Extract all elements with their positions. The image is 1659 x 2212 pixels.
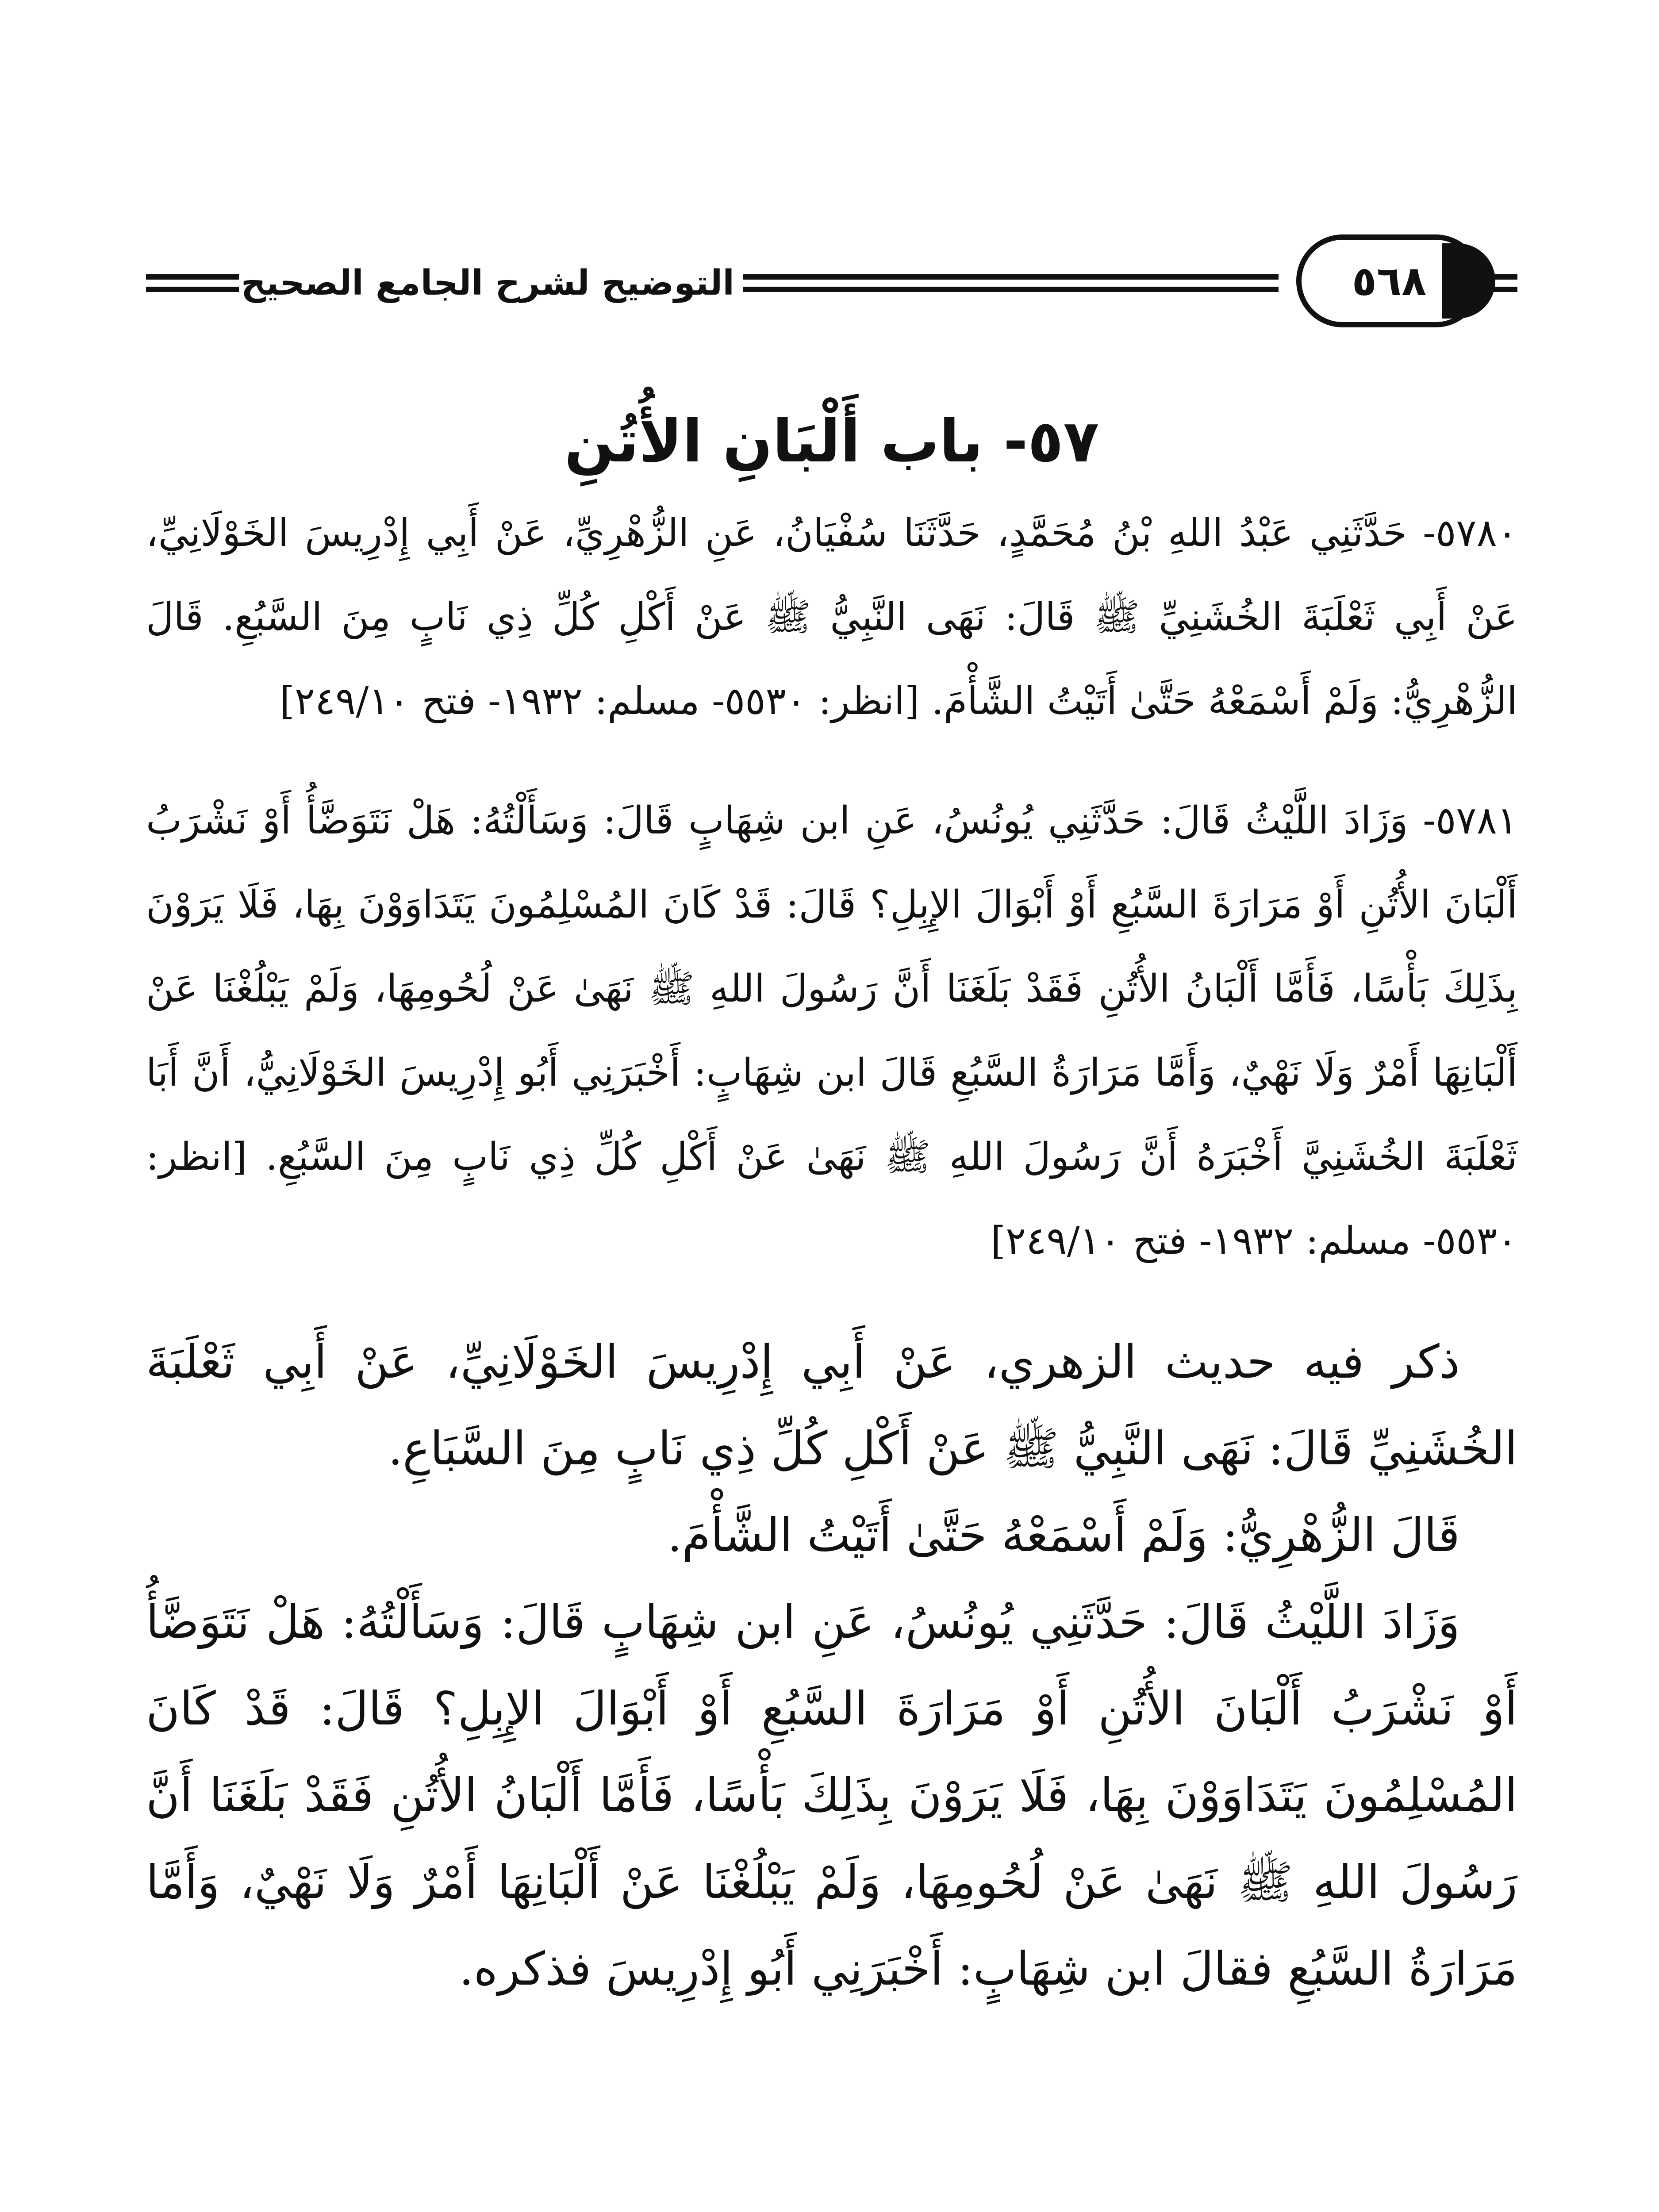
- page-number-badge: [1296, 234, 1482, 327]
- running-header: [146, 234, 1517, 332]
- chapter-title: ٥٧- باب أَلْبَانِ الأُتُنِ: [564, 407, 1099, 476]
- commentary-paragraph: ذكر فيه حديث الزهري، عَنْ أَبِي إِدْرِيسَ الخَوْلَانِيِّ، عَنْ أَبِي ثَعْلَبَةَ الخُشَنِيِّ قَالَ: نَهَى النَّبِيُّ ﷺ عَنْ أَكْلِ كُلِّ ذِي نَابٍ مِنَ السَّبَاعِ.: [146, 1335, 1517, 1475]
- commentary-paragraph: وَزَادَ اللَّيْثُ قَالَ: حَدَّثَنِي يُونُسُ، عَنِ ابن شِهَابٍ قَالَ: وَسَأَلْتُهُ: هَلْ نَتَوَضَّأُ أَوْ نَشْرَبُ أَلْبَانَ الأُتُنِ أَوْ مَرَارَةَ السَّبُعِ أَوْ أَبْوَالَ الإِبِلِ؟ قَالَ: قَدْ كَانَ المُسْلِمُونَ يَتَدَاوَوْنَ بِهَا، فَلَا يَرَوْنَ بِذَلِكَ بَأْسًا، فَأَمَّا أَلْبَانُ الأُتُنِ فَقَدْ بَلَغَنَا أَنَّ رَسُولَ اللهِ ﷺ نَهَىٰ عَنْ لُحُومِهَا، وَلَمْ يَبْلُغْنَا عَنْ أَلْبَانِهَا أَمْرٌ وَلَا نَهْيٌ، وَأَمَّا مَرَارَةُ السَّبُعِ فقالَ ابن شِهَابٍ: أَخْبَرَنِي أَبُو إِدْرِيسَ فذكره.: [146, 1595, 1517, 1996]
- header-rule-middle: [743, 274, 1279, 292]
- header-rule-left: [146, 274, 239, 292]
- header-rule-right: [1478, 274, 1517, 292]
- hadith-5781: ٥٧٨١- وَزَادَ اللَّيْثُ قَالَ: حَدَّثَنِي يُونُسُ، عَنِ ابن شِهَابٍ قَالَ: وَسَأَلْتُهُ: هَلْ نَتَوَضَّأُ أَوْ نَشْرَبُ أَلْبَانَ الأُتُنِ أَوْ مَرَارَةَ السَّبُعِ أَوْ أَبْوَالَ الإِبِلِ؟ قَالَ: قَدْ كَانَ المُسْلِمُونَ يَتَدَاوَوْنَ بِهَا، فَلَا يَرَوْنَ بِذَلِكَ بَأْسًا، فَأَمَّا أَلْبَانُ الأُتُنِ فَقَدْ بَلَغَنَا أَنَّ رَسُولَ اللهِ ﷺ نَهَىٰ عَنْ لُحُومِهَا، وَلَمْ يَبْلُغْنَا عَنْ أَلْبَانِهَا أَمْرٌ وَلَا نَهْيٌ، وَأَمَّا مَرَارَةُ السَّبُعِ قَالَ ابن شِهَابٍ: أَخْبَرَنِي أَبُو إِدْرِيسَ الخَوْلَانِيُّ، أَنَّ أَبَا ثَعْلَبَةَ الخُشَنِيَّ أَخْبَرَهُ أَنَّ رَسُولَ اللهِ ﷺ نَهَىٰ عَنْ أَكْلِ كُلِّ ذِي نَابٍ مِنَ السَّبُعِ. [انظر: ٥٥٣٠- مسلم: ١٩٣٢- فتح ٢٤٩/١٠]: [146, 799, 1518, 1263]
- page-body: [146, 491, 1517, 2012]
- page-number: ٥٦٨: [1352, 257, 1427, 305]
- running-title: التوضيح لشرح الجامع الصحيح: [241, 263, 734, 303]
- commentary-paragraph: قَالَ الزُّهْرِيُّ: وَلَمْ أَسْمَعْهُ حَتَّىٰ أَتَيْتُ الشَّأْمَ.: [667, 1508, 1460, 1562]
- hadith-5780: ٥٧٨٠- حَدَّثَنِي عَبْدُ اللهِ بْنُ مُحَمَّدٍ، حَدَّثَنَا سُفْيَانُ، عَنِ الزُّهْرِيِّ، عَنْ أَبِي إِدْرِيسَ الخَوْلَانِيِّ، عَنْ أَبِي ثَعْلَبَةَ الخُشَنِيِّ ﷺ قَالَ: نَهَى النَّبِيُّ ﷺ عَنْ أَكْلِ كُلِّ ذِي نَابٍ مِنَ السَّبُعِ. قَالَ الزُّهْرِيُّ: وَلَمْ أَسْمَعْهُ حَتَّىٰ أَتَيْتُ الشَّأْمَ. [انظر: ٥٥٣٠- مسلم: ١٩٣٢- فتح ٢٤٩/١٠]: [146, 511, 1517, 723]
